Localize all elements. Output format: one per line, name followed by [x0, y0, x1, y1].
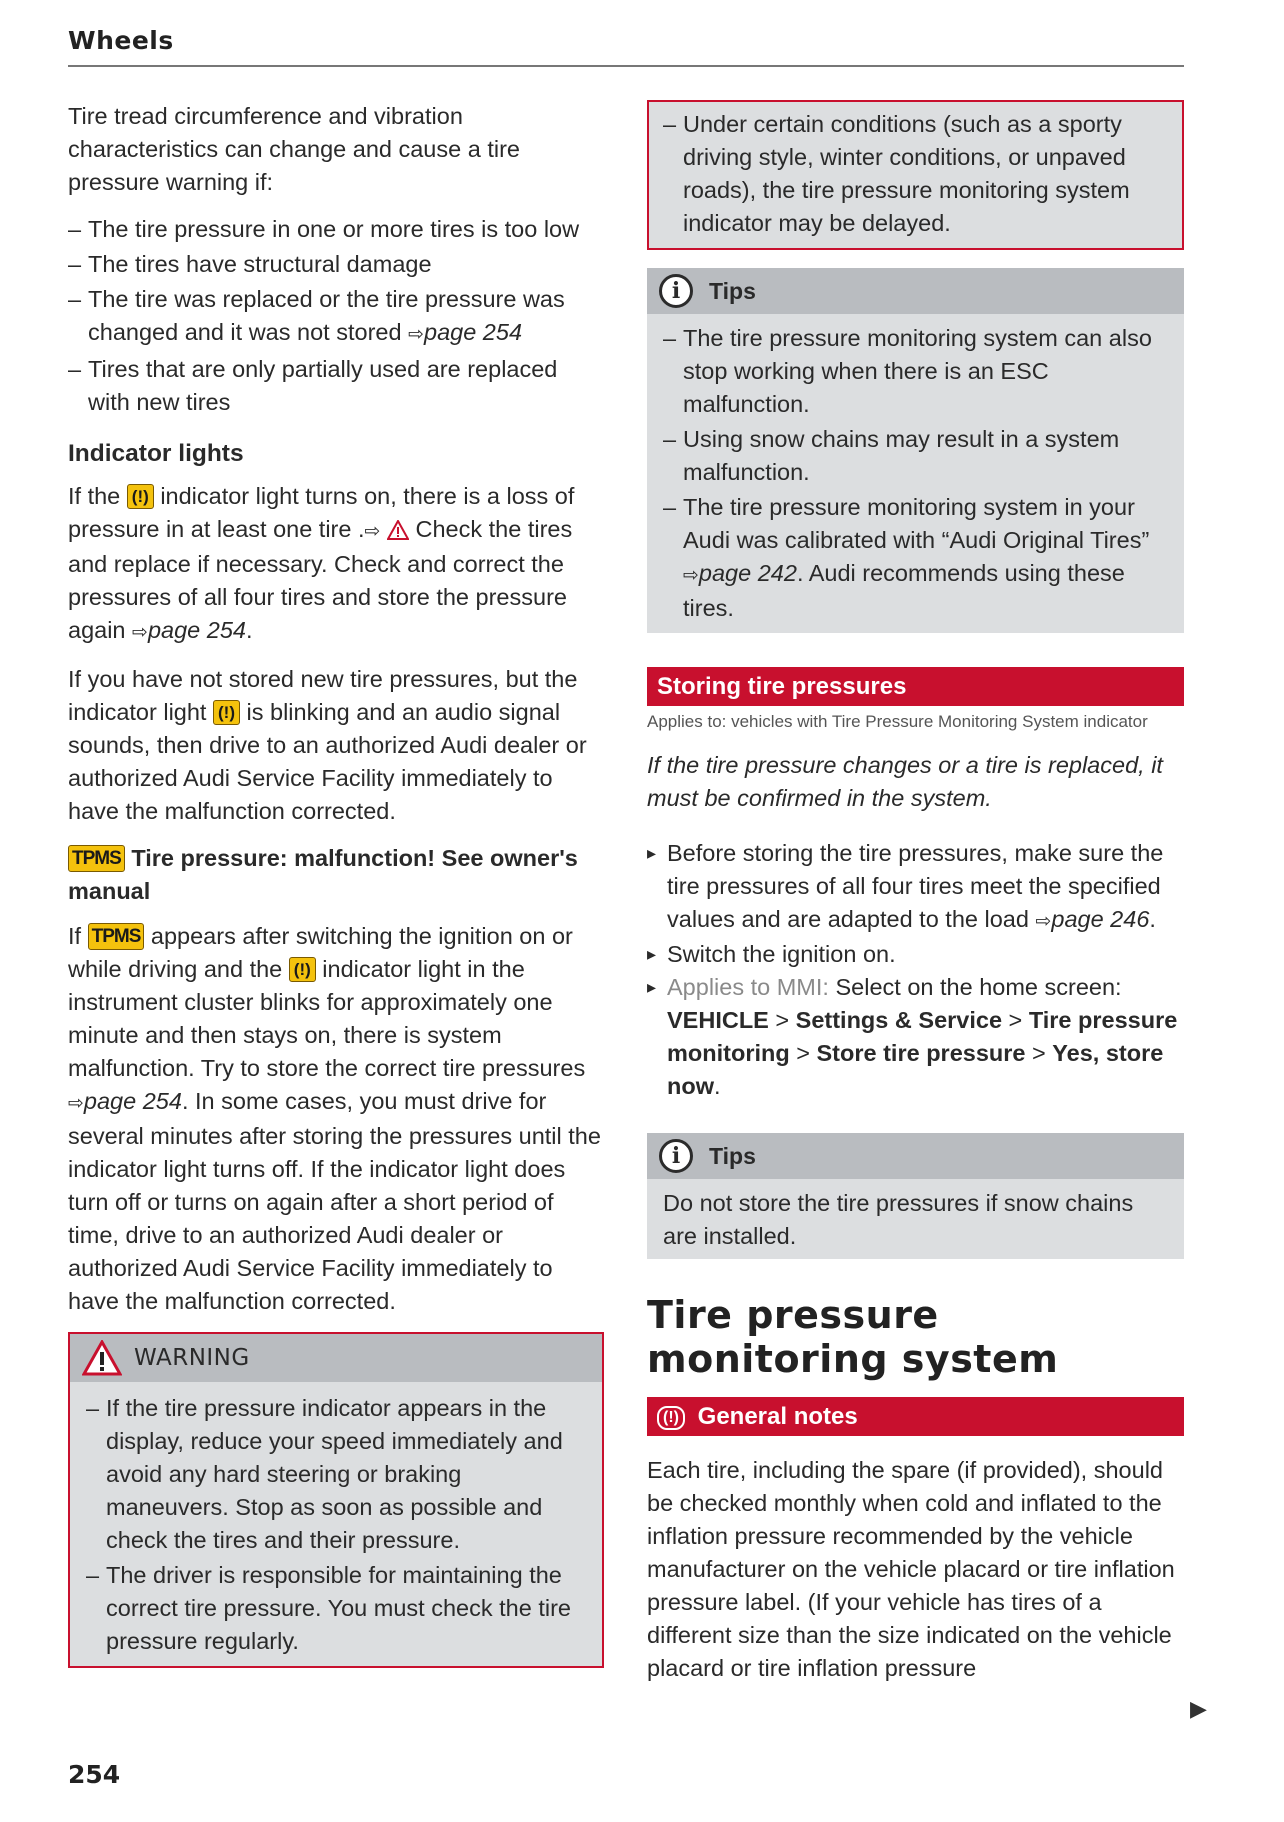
storing-intro: If the tire pressure changes or a tire is replaced, it must be confirmed in the system. — [647, 752, 1163, 811]
tips-list — [663, 322, 1166, 625]
warning-triangle-icon — [82, 1340, 122, 1376]
tips-title: Tips — [709, 277, 756, 304]
list-item: – The tire pressure monitoring system in your Audi was calibrated with “Audi Original Tires” ⇨page 242. Audi recommends using these tires. — [663, 491, 1166, 625]
tips-title: Tips — [709, 1142, 756, 1169]
right-column — [647, 100, 1184, 1699]
list-item: – Under certain conditions (such as a sporty driving style, winter conditions, or unpaved roads), the tire pressure monitoring system indicator may be delayed. — [663, 108, 1166, 240]
tire-pressure-lamp-icon: (!) — [657, 1406, 685, 1430]
tire-pressure-lamp-icon: (!) — [213, 700, 240, 725]
warning-triangle-icon — [387, 520, 409, 540]
tire-pressure-lamp-icon: (!) — [127, 484, 154, 509]
indicator-paragraph: If the (!) indicator light turns on, there is a loss of pressure in at least one tire .⇨ Check the tires and replace if necessary. Check and correct the pressures of all four tires and store the pressure again ⇨page 254. — [68, 483, 575, 643]
warning-box — [68, 1332, 604, 1668]
tips-text: Do not store the tire pressures if snow chains are installed. — [663, 1190, 1134, 1249]
page-reference-link[interactable]: page 246 — [1051, 906, 1150, 932]
list-item-text: The tire was replaced or the tire pressure was changed and it was not stored — [88, 286, 565, 345]
indicator-lights-heading: Indicator lights — [68, 440, 244, 467]
tips-header — [647, 1133, 1184, 1179]
applies-to-note: Applies to: vehicles with Tire Pressure Monitoring System indicator — [647, 712, 1148, 731]
note-box — [647, 100, 1184, 250]
warning-causes-list — [68, 213, 604, 419]
storing-heading: Storing tire pressures — [647, 667, 1184, 706]
ref-arrow-icon: ⇨ — [364, 521, 381, 542]
chapter-title: Wheels — [68, 26, 174, 55]
list-item: – The tire pressure monitoring system can also stop working when there is an ESC malfunction. — [663, 322, 1166, 421]
general-notes-text: Each tire, including the spare (if provided), should be checked monthly when cold and inflated to the inflation pressure recommended by the vehicle manufacturer on the vehicle placard or tire inflation pressure label. (If your vehicle has tires of a different size than the size indicated on the vehicle placard or tire inflation pressure — [647, 1457, 1175, 1681]
continue-arrow-icon: ▶ — [1190, 1696, 1207, 1721]
info-icon: i — [659, 1139, 693, 1173]
list-item — [68, 283, 604, 351]
list-item: – Using snow chains may result in a system malfunction. — [663, 423, 1166, 489]
tips-box — [647, 268, 1184, 633]
general-notes-heading: (!) General notes — [647, 1397, 1184, 1436]
warning-title: WARNING — [134, 1344, 250, 1371]
step-item: ▸ Before storing the tire pressures, make sure the tire pressures of all four tires meet the specified values and are adapted to the load ⇨page 246. — [647, 837, 1184, 938]
storing-steps — [647, 837, 1184, 1103]
list-item: – The tires have structural damage — [68, 248, 604, 281]
ref-arrow-icon: ⇨ — [132, 622, 148, 643]
list-item: – If the tire pressure indicator appears in the display, reduce your speed immediately and avoid any hard steering or braking maneuvers. Stop as soon as possible and check the tires and their pressure. — [86, 1392, 584, 1557]
tips-header — [647, 268, 1184, 314]
step-item: ▸ Switch the ignition on. — [647, 938, 1184, 971]
blinking-paragraph: If you have not stored new tire pressures, but the indicator light (!) is blinking and an audio signal sounds, then drive to an authorized Audi dealer or authorized Audi Service Facility immediately to have the malfunction corrected. — [68, 666, 587, 824]
page-reference-link[interactable]: page 242 — [698, 560, 797, 586]
tpms-lamp-icon: TPMS — [88, 923, 145, 950]
page-reference-link[interactable]: page 254 — [424, 319, 523, 345]
tpms-message-heading: TPMS Tire pressure: malfunction! See owner's manual — [68, 845, 578, 904]
tpms-lamp-icon: TPMS — [68, 845, 125, 872]
applies-inline: Applies to MMI: — [667, 974, 829, 1000]
page-header — [68, 26, 1184, 67]
page-reference-link[interactable]: page 254 — [147, 617, 246, 643]
ref-arrow-icon: ⇨ — [408, 324, 424, 345]
menu-path-item: VEHICLE — [667, 1007, 769, 1033]
left-column — [68, 100, 604, 1668]
intro-paragraph: Tire tread circumference and vibration characteristics can change and cause a tire pressure warning if: — [68, 103, 520, 195]
menu-path-item: Yes, store now — [667, 1040, 1164, 1099]
tire-pressure-lamp-icon: (!) — [289, 957, 316, 982]
page-reference-link[interactable]: page 254 — [83, 1088, 182, 1114]
list-item: – Tires that are only partially used are replaced with new tires — [68, 353, 604, 419]
list-item: – The tire pressure in one or more tires is too low — [68, 213, 604, 246]
step-item: ▸ Applies to MMI: Select on the home screen: VEHICLE > Settings & Service > Tire pressure monitoring > Store tire pressure > Yes, store now. — [647, 971, 1184, 1103]
menu-path-item: Settings & Service — [795, 1007, 1003, 1033]
info-icon: i — [659, 274, 693, 308]
menu-path-item: Store tire pressure — [816, 1040, 1026, 1066]
page-number: 254 — [68, 1760, 121, 1789]
list-item: – The driver is responsible for maintaining the correct tire pressure. You must check the tire pressure regularly. — [86, 1559, 584, 1658]
warning-list — [70, 1382, 602, 1666]
malfunction-paragraph: If TPMS appears after switching the ignition on or while driving and the (!) indicator light in the instrument cluster blinks for approximately one minute and then stays on, there is system malfunction. Try to store the correct tire pressures ⇨page 254. In some cases, you must drive for several minutes after storing the pressures until the indicator light turns off. If the indicator light does turn off or turns on again after a short period of time, drive to an authorized Audi dealer or authorized Audi Service Facility immediately to have the malfunction corrected. — [68, 923, 601, 1314]
ref-arrow-icon: ⇨ — [1035, 911, 1052, 932]
warning-header — [70, 1334, 602, 1382]
tips-box-snow-chains — [647, 1133, 1184, 1259]
section-title: Tire pressure monitoring system — [647, 1293, 1059, 1381]
ref-arrow-icon: ⇨ — [683, 565, 699, 586]
ref-arrow-icon: ⇨ — [68, 1093, 84, 1114]
menu-path-item: Tire pressure monitoring — [667, 1007, 1178, 1066]
